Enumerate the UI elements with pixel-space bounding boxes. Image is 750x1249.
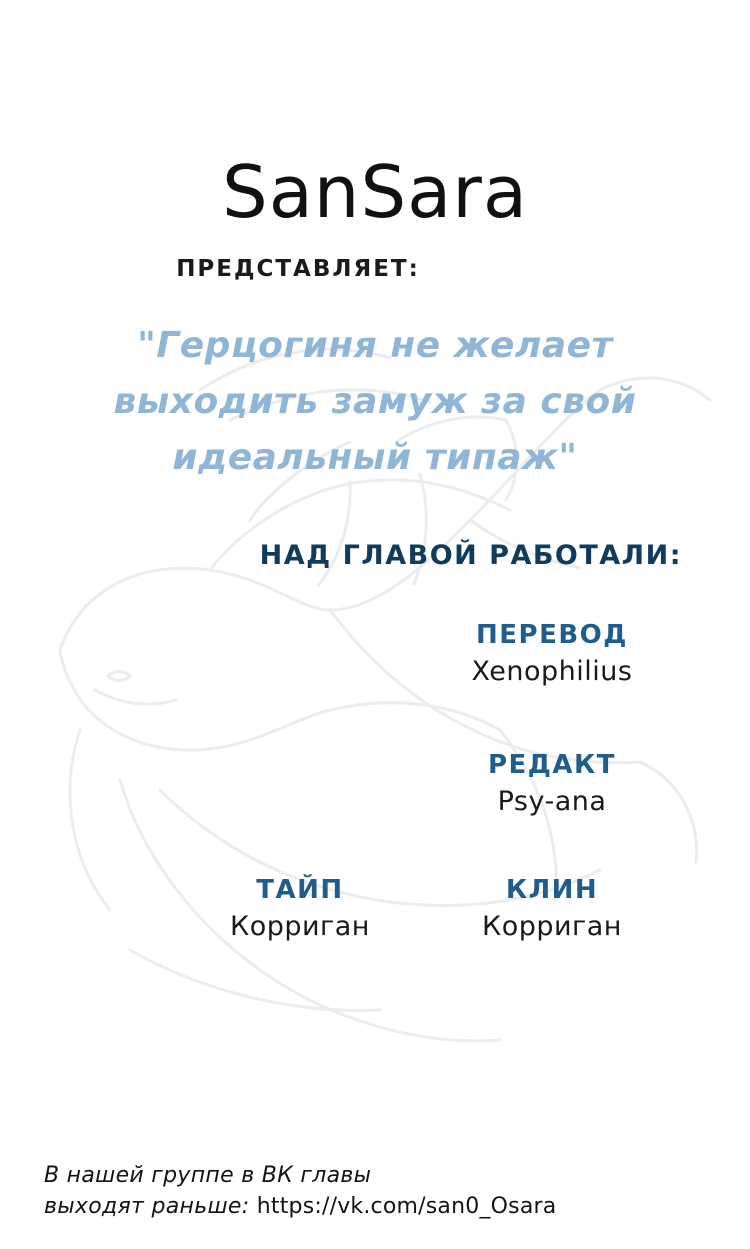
credit-translate	[422, 620, 682, 687]
credit-edit	[422, 750, 682, 817]
footer-line-1: В нашей группе в ВК главы	[44, 1163, 372, 1189]
credit-name-value: Xenophilius	[471, 656, 633, 687]
presents-label: ПРЕДСТАВЛЯЕТ:	[176, 256, 420, 282]
credit-role-label: ТАЙП	[256, 875, 344, 905]
credits-heading: НАД ГЛАВОЙ РАБОТАЛИ:	[259, 540, 682, 571]
credit-type	[170, 875, 430, 942]
footer-line-2	[44, 1192, 720, 1223]
footer-note	[44, 1161, 720, 1223]
credit-name-value: Psy-ana	[497, 786, 607, 817]
credit-role-label: ПЕРЕВОД	[476, 620, 628, 650]
work-title: "Герцогиня не желает выходить замуж за свой идеальный типаж"	[113, 325, 637, 478]
credit-role-label: КЛИН	[505, 875, 599, 905]
credit-name-value: Корриган	[482, 911, 622, 942]
vk-group-link[interactable]: https://vk.com/san0_Osara	[256, 1194, 557, 1220]
credit-name-value: Корриган	[230, 911, 370, 942]
credit-role-label: РЕДАКТ	[487, 750, 617, 780]
studio-title: SanSara	[221, 150, 528, 234]
credit-clean	[422, 875, 682, 942]
footer-line-2-prefix: выходят раньше:	[44, 1194, 250, 1220]
